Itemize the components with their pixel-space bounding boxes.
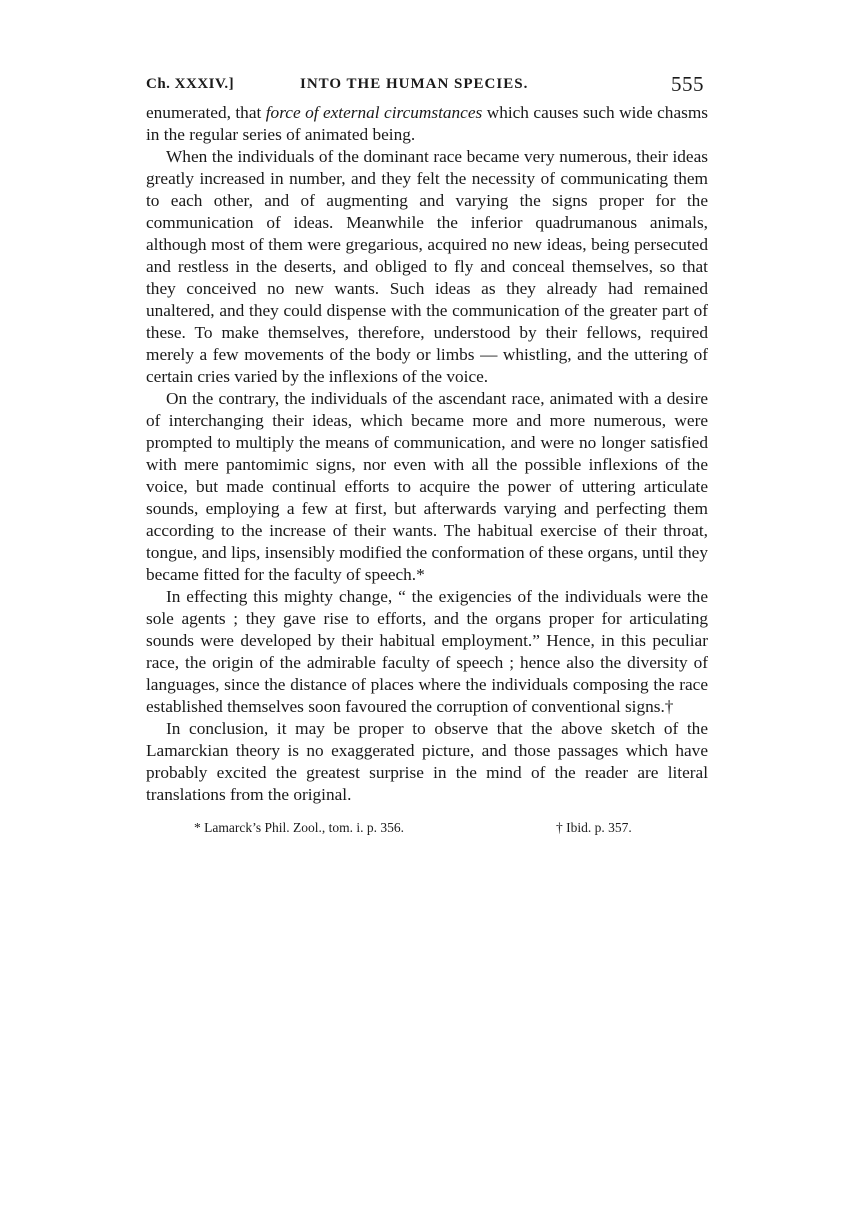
chapter-label: Ch. XXXIV.]: [146, 76, 235, 92]
paragraph-continued: [146, 102, 708, 146]
body-text: [146, 102, 708, 806]
footnote: † Ibid. p. 357.: [556, 820, 632, 835]
paragraph: On the contrary, the individuals of the ascendant race, animated with a desire of interchanging their ideas, which became more and more numerous, were prompted to multiply the means of communication, and were no longer satisfied with mere pantomimic signs, nor even with all the possible inflexions of the voice, but made continual efforts to acquire the power of uttering articulate sounds, employing a few at first, but afterwards varying and perfecting them according to the increase of their wants. The habitual exercise of their throat, tongue, and lips, insensibly modified the conformation of these organs, until they became fitted for the faculty of speech.*: [146, 389, 708, 584]
footnote: * Lamarck’s Phil. Zool., tom. i. p. 356.: [194, 820, 404, 835]
paragraph: In effecting this mighty change, “ the exigencies of the individuals were the sole agents ; they gave rise to efforts, and the organs proper for articulating sounds were developed by their habitual employment.” Hence, in this peculiar race, the origin of the admirable faculty of speech ; hence also the diversity of languages, since the distance of places where the individuals composing the race established themselves soon favoured the corruption of conventional signs.†: [146, 587, 708, 716]
running-head: [146, 72, 708, 102]
footnotes: [146, 820, 708, 842]
paragraph: When the individuals of the dominant race became very numerous, their ideas greatly increased in number, and they felt the necessity of communicating them to each other, and of augmenting and varying the signs proper for the communication of ideas. Meanwhile the inferior quadrumanous animals, although most of them were gregarious, acquired no new ideas, being persecuted and restless in the deserts, and obliged to fly and conceal themselves, so that they conceived no new wants. Such ideas as they already had remained unaltered, and they could dispense with the communication of the greater part of these. To make themselves, therefore, understood by their fellows, required merely a few movements of the body or limbs — whistling, and the uttering of certain cries varied by the inflexions of the voice.: [146, 147, 708, 386]
paragraph-text: which causes such wide chasms in the regular series of animated being.: [146, 103, 709, 144]
paragraph: In conclusion, it may be proper to observe that the above sketch of the Lamarckian theory is no exaggerated picture, and those passages which have probably excited the greatest surprise in the mind of the reader are literal translations from the original.: [146, 719, 708, 804]
page-number: 555: [671, 72, 704, 96]
running-title: INTO THE HUMAN SPECIES.: [300, 76, 529, 92]
paragraph-text: enumerated, that: [146, 103, 266, 122]
book-page: [146, 72, 708, 842]
italic-phrase: force of external circumstances: [265, 103, 483, 122]
